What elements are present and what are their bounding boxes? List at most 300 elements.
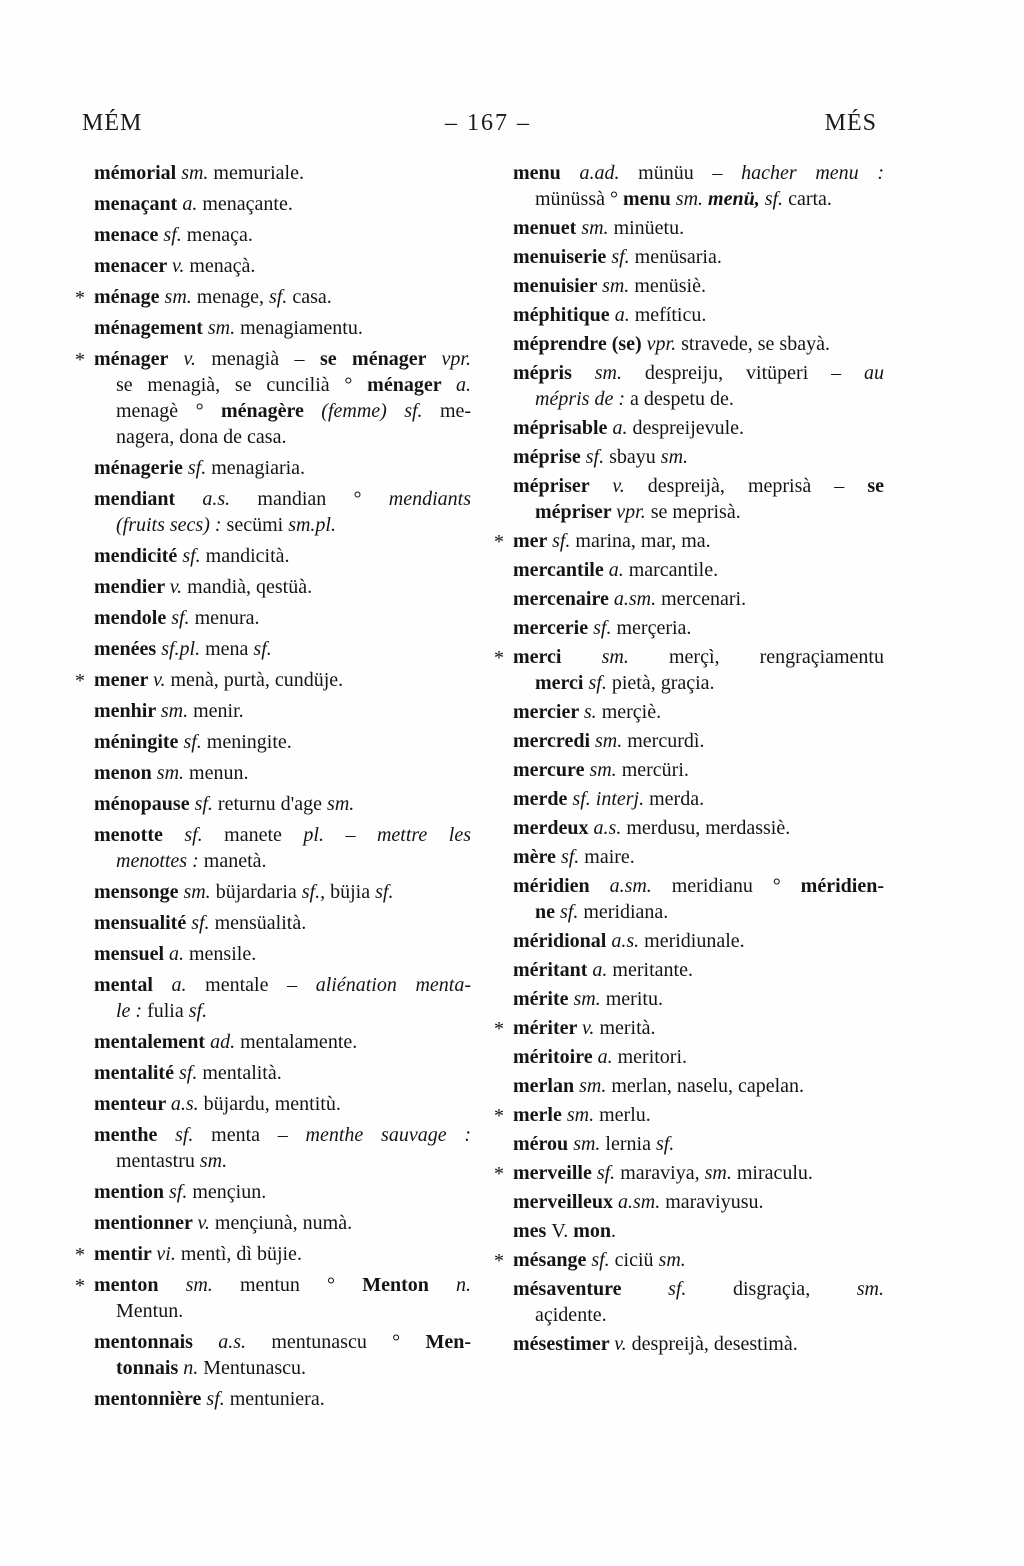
headword: méprendre (se) <box>513 333 647 355</box>
text-segment: mensile. <box>189 943 257 965</box>
text-segment: sm.pl. <box>288 514 336 536</box>
text-segment: sf. <box>253 638 272 660</box>
text-segment: Menton <box>362 1274 456 1296</box>
entry-line <box>513 1102 884 1128</box>
text-segment: sm. <box>602 275 635 297</box>
entry-line <box>513 928 884 954</box>
entry-line <box>94 160 471 186</box>
text-segment: mefíticu. <box>634 304 707 326</box>
entry-line <box>94 284 471 310</box>
text-segment: n. <box>183 1357 204 1379</box>
text-segment: sm. <box>164 286 197 308</box>
text-segment: lernia <box>605 1133 656 1155</box>
text-segment: a.s. <box>218 1331 272 1353</box>
headword: menu <box>513 162 580 184</box>
headword: mensualité <box>94 912 192 934</box>
text-segment: menun. <box>189 762 249 784</box>
entry-line <box>513 215 884 241</box>
dictionary-entry <box>75 543 471 569</box>
text-segment: v. <box>197 1212 215 1234</box>
dictionary-entry <box>494 1160 884 1186</box>
dictionary-entry <box>75 1210 471 1236</box>
text-segment: sf. <box>188 1000 208 1022</box>
text-segment: v. <box>614 1333 632 1355</box>
headword: mépriser <box>513 475 613 497</box>
entry-line <box>513 1247 884 1273</box>
entry-line <box>94 486 471 512</box>
headword: mercerie <box>513 617 594 639</box>
text-segment: sm. <box>595 730 628 752</box>
entry-line <box>94 698 471 724</box>
text-segment: mensüalità. <box>214 912 307 934</box>
headword: mésestimer <box>513 1333 615 1355</box>
entry-line <box>513 586 884 612</box>
entry-line <box>94 998 471 1024</box>
asterisk-marker: * <box>75 349 85 371</box>
text-segment: se menagià, se cuncilià ° <box>116 374 368 396</box>
entry-line <box>94 574 471 600</box>
headword: mérou <box>513 1133 574 1155</box>
text-segment: sf. interj. <box>572 788 650 810</box>
text-segment: mentunascu ° <box>271 1331 426 1353</box>
text-segment: méridien- <box>800 875 884 897</box>
dictionary-entry <box>75 1122 471 1174</box>
entry-line <box>513 386 884 412</box>
entry-line <box>94 372 471 398</box>
headword: mercredi <box>513 730 596 752</box>
text-segment: mena <box>205 638 254 660</box>
entry-line <box>94 1122 471 1148</box>
entry-line <box>94 1329 471 1355</box>
headword: merveille <box>513 1162 597 1184</box>
entry-line <box>94 543 471 569</box>
entry-line <box>94 1298 471 1324</box>
text-segment: menagiaria. <box>211 457 306 479</box>
dictionary-entry <box>494 1102 884 1128</box>
text-segment: menage, <box>196 286 269 308</box>
dictionary-entry <box>494 873 884 925</box>
text-segment: le : <box>116 1000 148 1022</box>
dictionary-entry <box>494 1015 884 1041</box>
text-segment: marcantile. <box>628 559 719 581</box>
text-segment: stravede, se sbayà. <box>681 333 830 355</box>
dictionary-entry <box>494 244 884 270</box>
text-segment: mentì, dì büjie. <box>180 1243 302 1265</box>
entry-line <box>94 1091 471 1117</box>
text-segment: sm. <box>156 762 190 784</box>
text-segment: sf. <box>191 912 215 934</box>
text-segment: a.s. <box>611 930 645 952</box>
headword: méprise <box>513 446 586 468</box>
headword: méphitique <box>513 304 615 326</box>
entry-line <box>94 791 471 817</box>
text-segment: ciciü <box>614 1249 659 1271</box>
text-segment: sf. <box>655 1133 675 1155</box>
entry-line <box>94 1241 471 1267</box>
text-segment: meridiana. <box>583 901 669 923</box>
headword: mémorial <box>94 162 182 184</box>
text-segment: sm. <box>573 988 606 1010</box>
entry-line <box>513 899 884 925</box>
headword: mention <box>94 1181 169 1203</box>
dictionary-entry <box>75 1241 471 1267</box>
text-segment: hacher menu : <box>741 162 884 184</box>
headword: méritoire <box>513 1046 598 1068</box>
dictionary-entry <box>494 786 884 812</box>
dictionary-entry <box>75 760 471 786</box>
text-segment: büjardaria <box>215 881 302 903</box>
text-segment: merlu. <box>599 1104 651 1126</box>
headword: méningite <box>94 731 184 753</box>
right-column <box>494 160 884 1360</box>
text-segment: despreiju, vitüperi – <box>644 362 864 384</box>
text-segment: mentale – <box>205 974 316 996</box>
text-segment: Mentunascu. <box>203 1357 307 1379</box>
text-segment: ad. <box>210 1031 241 1053</box>
text-segment: returnu d'age <box>217 793 328 815</box>
text-segment: büjardu, mentitù. <box>203 1093 341 1115</box>
text-segment: mépris de : <box>535 388 630 410</box>
text-segment: meritu. <box>605 988 663 1010</box>
text-segment: mandian ° <box>257 488 389 510</box>
dictionary-entry <box>75 698 471 724</box>
dictionary-entry <box>75 1091 471 1117</box>
entry-line <box>513 557 884 583</box>
text-segment: sm. <box>601 646 669 668</box>
dictionary-entry <box>494 586 884 612</box>
text-segment: sf. <box>163 224 187 246</box>
header-right-guide-word: MÉS <box>824 110 877 136</box>
text-segment: sm. <box>589 759 622 781</box>
page-number: – 167 – <box>445 110 531 136</box>
headword: mendier <box>94 576 170 598</box>
dictionary-entry <box>494 644 884 696</box>
text-segment: meridiunale. <box>644 930 745 952</box>
asterisk-marker: * <box>494 531 504 553</box>
entry-line <box>94 822 471 848</box>
entry-line <box>513 844 884 870</box>
text-segment: (femme) sf. <box>321 400 440 422</box>
dictionary-entry <box>75 1179 471 1205</box>
dictionary-entry <box>494 1131 884 1157</box>
entry-line <box>94 222 471 248</box>
text-segment: mandicità. <box>205 545 290 567</box>
headword: ménagement <box>94 317 208 339</box>
text-segment: miraculu. <box>736 1162 813 1184</box>
text-segment: meridianu ° <box>671 875 801 897</box>
dictionary-entry <box>75 667 471 693</box>
text-segment: münüu – <box>638 162 742 184</box>
entry-line <box>94 636 471 662</box>
asterisk-marker: * <box>75 1275 85 1297</box>
text-segment: merlan, naselu, capelan. <box>611 1075 805 1097</box>
text-segment: disgraçia, <box>733 1278 857 1300</box>
dictionary-entry <box>494 557 884 583</box>
dictionary-entry <box>494 273 884 299</box>
text-segment: a.s. <box>170 1093 204 1115</box>
text-segment: sm. <box>160 700 194 722</box>
entry-line <box>94 1355 471 1381</box>
dictionary-entry <box>494 815 884 841</box>
text-segment: a. <box>182 193 203 215</box>
text-segment: mentastru <box>116 1150 200 1172</box>
headword: mérite <box>513 988 574 1010</box>
headword: mental <box>94 974 172 996</box>
text-segment: aliénation menta- <box>315 974 472 996</box>
text-segment: v. <box>171 255 190 277</box>
dictionary-entry <box>494 1044 884 1070</box>
text-segment: a.ad. <box>579 162 639 184</box>
text-segment: mercüri. <box>621 759 689 781</box>
entry-line <box>513 615 884 641</box>
text-segment: a. <box>171 974 206 996</box>
headword: mésange <box>513 1249 592 1271</box>
asterisk-marker: * <box>75 1244 85 1266</box>
entry-line <box>94 1272 471 1298</box>
text-segment: mençiun. <box>192 1181 267 1203</box>
headword: mériter <box>513 1017 583 1039</box>
dictionary-entry <box>75 1029 471 1055</box>
headword: mentionner <box>94 1212 198 1234</box>
text-segment: sm. <box>199 1150 228 1172</box>
entry-line <box>94 879 471 905</box>
asterisk-marker: * <box>494 1018 504 1040</box>
text-segment: a. <box>614 304 635 326</box>
text-segment: manete <box>224 824 304 846</box>
text-segment: sm. <box>181 162 214 184</box>
headword: merle <box>513 1104 567 1126</box>
entry-line <box>513 1015 884 1041</box>
text-segment: vpr. <box>441 348 471 370</box>
text-segment: v. <box>582 1017 600 1039</box>
text-segment: sbayu <box>609 446 661 468</box>
headword: méridien <box>513 875 610 897</box>
text-segment: sm. <box>327 793 355 815</box>
headword: menthe <box>94 1124 176 1146</box>
text-segment: sm. <box>579 1075 612 1097</box>
dictionary-entry <box>494 699 884 725</box>
entry-line <box>513 957 884 983</box>
text-segment: v. <box>183 348 212 370</box>
text-segment: sf. <box>171 607 195 629</box>
dictionary-entry <box>494 957 884 983</box>
text-segment: nagera, dona de casa. <box>116 426 287 448</box>
headword: menton <box>94 1274 186 1296</box>
entry-line <box>513 415 884 441</box>
text-segment: sf. <box>552 530 576 552</box>
headword: menon <box>94 762 157 784</box>
text-segment: despreijà, desestimà. <box>631 1333 798 1355</box>
text-segment: sf. <box>593 617 617 639</box>
headword: merde <box>513 788 573 810</box>
entry-line <box>513 986 884 1012</box>
entry-line <box>513 499 884 525</box>
entry-line <box>513 186 884 212</box>
text-segment: menta – <box>211 1124 306 1146</box>
headword: mensonge <box>94 881 184 903</box>
dictionary-entry <box>75 972 471 1024</box>
dictionary-entry <box>494 160 884 212</box>
entry-line <box>94 1148 471 1174</box>
text-segment: sm. <box>660 446 689 468</box>
entry-line <box>513 444 884 470</box>
entry-line <box>513 1189 884 1215</box>
text-segment: açidente. <box>535 1304 607 1326</box>
text-segment: v. <box>153 669 171 691</box>
dictionary-entry <box>494 1073 884 1099</box>
text-segment: menü, <box>708 188 765 210</box>
text-segment: sm. <box>704 1162 737 1184</box>
dictionary-entry <box>494 728 884 754</box>
text-segment: a.s. <box>202 488 258 510</box>
text-segment: sf. <box>183 731 207 753</box>
entry-line <box>94 512 471 538</box>
text-segment: sf. <box>206 1388 230 1410</box>
entry-line <box>513 473 884 499</box>
entry-line <box>94 605 471 631</box>
text-segment: sf. <box>668 1278 733 1300</box>
text-segment: mentalità. <box>202 1062 282 1084</box>
entry-line <box>513 302 884 328</box>
dictionary-entry <box>75 486 471 538</box>
headword: menotte <box>94 824 185 846</box>
text-segment: sf. <box>194 793 218 815</box>
text-segment: merda. <box>649 788 705 810</box>
dictionary-entry <box>75 191 471 217</box>
text-segment: despreijà, meprisà – <box>647 475 868 497</box>
dictionary-entry <box>75 791 471 817</box>
dictionary-entry <box>75 636 471 662</box>
dictionary-entry <box>75 284 471 310</box>
entry-line <box>513 1160 884 1186</box>
dictionary-entry <box>494 1331 884 1357</box>
text-segment: meningite. <box>206 731 292 753</box>
text-segment: sf. <box>178 1062 203 1084</box>
entry-line <box>94 1386 471 1412</box>
entry-line <box>94 941 471 967</box>
text-segment: menu <box>623 188 676 210</box>
text-segment: menthe sauvage : <box>305 1124 471 1146</box>
text-segment: maraviyusu. <box>665 1191 764 1213</box>
entry-line <box>94 455 471 481</box>
entry-line <box>513 273 884 299</box>
headword: menace <box>94 224 164 246</box>
text-segment: vpr. <box>616 501 651 523</box>
dictionary-entry <box>494 528 884 554</box>
text-segment: pl. <box>303 824 346 846</box>
dictionary-entry <box>75 910 471 936</box>
dictionary-entry <box>494 928 884 954</box>
text-segment: mon <box>573 1220 611 1242</box>
entry-line <box>94 315 471 341</box>
text-segment: vi. <box>156 1243 181 1265</box>
text-segment: . <box>611 1220 616 1242</box>
text-segment: manetà. <box>203 850 267 872</box>
dictionary-entry <box>494 986 884 1012</box>
text-segment: marina, mar, ma. <box>575 530 711 552</box>
text-segment: sf. <box>585 446 610 468</box>
entry-line <box>94 910 471 936</box>
text-segment: sm. <box>573 1133 606 1155</box>
text-segment: – <box>345 824 377 846</box>
text-segment: a.s. <box>593 817 627 839</box>
entry-line <box>513 644 884 670</box>
headword: menuet <box>513 217 582 239</box>
dictionary-entry <box>494 615 884 641</box>
dictionary-entry <box>494 1276 884 1328</box>
text-segment: a. <box>612 417 633 439</box>
entry-line <box>513 1218 884 1244</box>
dictionary-entry <box>75 574 471 600</box>
text-segment: sf. <box>175 1124 212 1146</box>
entry-line <box>94 398 471 424</box>
asterisk-marker: * <box>494 1163 504 1185</box>
headword: menuiserie <box>513 246 612 268</box>
text-segment: sf. <box>560 901 584 923</box>
dictionary-entry <box>75 222 471 248</box>
text-segment: meritori. <box>617 1046 688 1068</box>
entry-line <box>94 1210 471 1236</box>
asterisk-marker: * <box>494 1105 504 1127</box>
text-segment: memuriale. <box>213 162 304 184</box>
headword: mercantile <box>513 559 609 581</box>
text-segment: secümi <box>226 514 289 536</box>
headword: mendicité <box>94 545 183 567</box>
asterisk-marker: * <box>75 287 85 309</box>
text-segment: merità. <box>599 1017 656 1039</box>
headword: merdeux <box>513 817 594 839</box>
text-segment: maire. <box>584 846 635 868</box>
entry-line <box>513 1331 884 1357</box>
text-segment: a.sm. <box>617 1191 666 1213</box>
entry-line <box>94 1179 471 1205</box>
headword: ménage <box>94 286 165 308</box>
dictionary-entry <box>494 757 884 783</box>
headword: menacer <box>94 255 172 277</box>
entry-line <box>513 1073 884 1099</box>
text-segment: menüsiè. <box>634 275 706 297</box>
left-column <box>75 160 471 1417</box>
dictionary-entry <box>75 253 471 279</box>
dictionary-entry <box>75 1329 471 1381</box>
text-segment: sf., <box>301 881 331 903</box>
text-segment: a. <box>456 374 471 396</box>
dictionary-entry <box>75 879 471 905</box>
headword: mercenaire <box>513 588 614 610</box>
dictionary-entry <box>75 315 471 341</box>
headword: menaçant <box>94 193 183 215</box>
text-segment: menagiamentu. <box>240 317 363 339</box>
entry-line <box>513 699 884 725</box>
dictionary-entry <box>494 415 884 441</box>
headword: merveilleux <box>513 1191 618 1213</box>
headword: méridional <box>513 930 612 952</box>
text-segment: se <box>867 475 884 497</box>
headword: merlan <box>513 1075 580 1097</box>
text-segment: mercenari. <box>661 588 747 610</box>
dictionary-entry <box>494 1247 884 1273</box>
entry-line <box>513 331 884 357</box>
headword: mes <box>513 1220 552 1242</box>
entry-line <box>513 528 884 554</box>
dictionary-entry <box>494 1189 884 1215</box>
text-segment: vpr. <box>646 333 682 355</box>
text-segment: merdusu, merdassiè. <box>626 817 791 839</box>
dictionary-entry <box>75 1060 471 1086</box>
text-segment: a. <box>169 943 189 965</box>
text-segment: sf. <box>591 1249 615 1271</box>
text-segment: mandià, qestüà. <box>187 576 313 598</box>
